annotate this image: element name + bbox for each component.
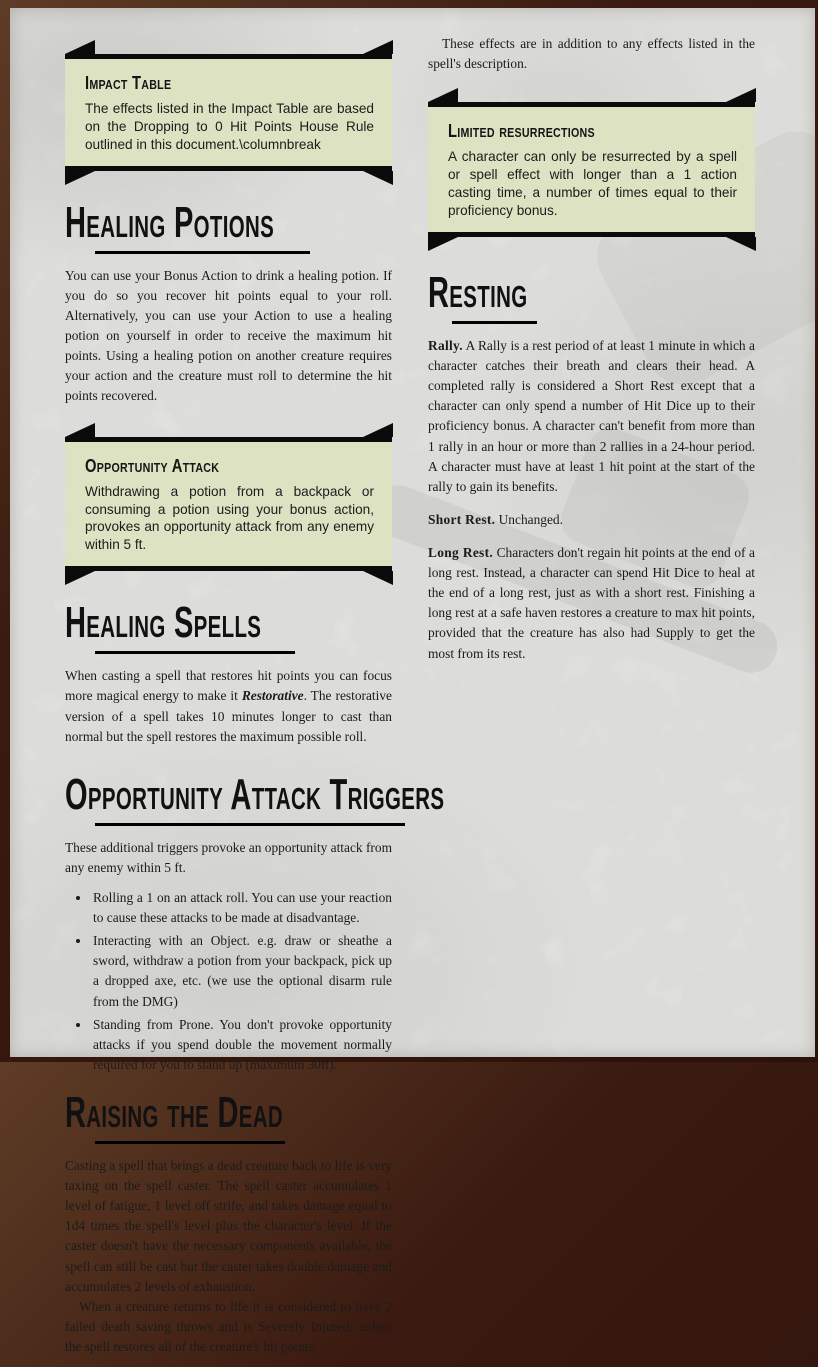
section-heading: Opportunity Attack Triggers xyxy=(65,773,281,817)
heading-underline xyxy=(95,251,310,254)
paragraph: These additional triggers provoke an opportunity attack from any enemy within 5 ft. xyxy=(65,838,392,878)
entry-label: Rally. xyxy=(428,338,463,353)
corner-triangle xyxy=(726,88,756,102)
entry-text: Unchanged. xyxy=(499,512,563,527)
corner-triangle xyxy=(363,171,393,185)
paragraph: You can use your Bonus Action to drink a healing potion. If you do so you recover hit points equal to your roll. Alternatively, you can use your Action to use a healing potion on yourself in order to receive the maximum hit points. Using a healing potion on another creature requires your action and the creature must roll to determine the hit points recovered. xyxy=(65,266,392,407)
entry-label: Short Rest. xyxy=(428,512,495,527)
entry-text: A Rally is a rest period of at least 1 minute in which a character catches their breath and clears their head. A completed rally is considered a Short Rest except that a character can only spend a number of Hit Dice up to their proficiency bonus. A character can't benefit from more than 1 rally in an hour or more than 2 rallies in a 24-hour period. A character must have at least 1 hit point at the start of the rally to gain its benefits. xyxy=(428,338,755,494)
list-item: • Rolling a 1 on an attack roll. You can use your reaction to cause these attacks to be made at disadvantage. xyxy=(91,888,392,928)
note-title: Opportunity Attack xyxy=(85,456,322,477)
corner-triangle xyxy=(428,237,458,251)
emphasized-term: Restorative xyxy=(242,688,304,703)
section-heading: Healing Potions xyxy=(65,201,281,245)
section-healing-spells xyxy=(65,601,392,746)
corner-triangle xyxy=(65,571,95,585)
paragraph: Casting a spell that brings a dead creature back to life is very taxing on the spell caster. The spell caster accumulates 1 level of fatigue, 1 level off strife, and takes damage equal to 1d4 times the spell's level plus the character's level. If the caster doesn't have the necessary components available, the spell can still be cast but the caster takes double damage and accumulates 2 levels of exhaustion. xyxy=(65,1156,392,1297)
corner-triangle xyxy=(726,237,756,251)
note-title: Impact Table xyxy=(85,73,322,94)
list-item: • Interacting with an Object. e.g. draw or sheathe a sword, withdraw a potion from your backpack, pick up a dropped axe, etc. (we use the optional disarm rule from the DMG) xyxy=(91,931,392,1011)
section-opportunity-attack-triggers xyxy=(65,773,392,1075)
section-raising-the-dead xyxy=(65,1091,392,1357)
section-resting xyxy=(428,271,755,664)
section-heading: Healing Spells xyxy=(65,601,281,645)
note-body: Withdrawing a potion from a backpack or consuming a potion using your bonus action, provokes an opportunity attack from any enemy within 5 ft. xyxy=(85,483,374,555)
section-healing-potions xyxy=(65,201,392,407)
rest-entry-rally xyxy=(428,336,755,497)
paragraph: When a creature returns to life it is considered to have 2 failed death saving throws and is Severely Injured, unless the spell restores all of the creature's hit points. xyxy=(65,1297,392,1357)
corner-triangle xyxy=(363,40,393,54)
entry-label: Long Rest. xyxy=(428,545,493,560)
section-heading: Resting xyxy=(428,271,644,315)
corner-triangle xyxy=(65,40,95,54)
corner-triangle xyxy=(363,423,393,437)
left-column xyxy=(65,30,392,1367)
corner-triangle xyxy=(65,423,95,437)
rest-entry-long-rest xyxy=(428,543,755,664)
entry-text: Characters don't regain hit points at the end of a long rest. Instead, a character can spend Hit Dice to heal at the end of a long rest, just as with a short rest. Finishing a long rest at a safe haven restores a creature to max hit points, provided that the creature has also had Supply to get the most from its rest. xyxy=(428,545,755,661)
note-box-limited-resurrections xyxy=(428,102,755,237)
note-box-impact-table xyxy=(65,54,392,171)
paragraph-text: When casting a spell that restores hit points you can focus more magical energy to make it xyxy=(65,668,392,703)
note-body: The effects listed in the Impact Table are based on the Dropping to 0 Hit Points House Rule outlined in this document.\columnbreak xyxy=(85,100,374,154)
document-page xyxy=(10,8,815,1057)
heading-underline xyxy=(95,1141,285,1144)
heading-underline xyxy=(95,823,405,826)
paragraph xyxy=(65,666,392,746)
heading-underline xyxy=(452,321,537,324)
corner-triangle xyxy=(428,88,458,102)
corner-triangle xyxy=(363,571,393,585)
corner-triangle xyxy=(65,171,95,185)
trigger-list xyxy=(91,888,392,1075)
heading-underline xyxy=(95,651,295,654)
right-column xyxy=(428,34,755,677)
note-body: A character can only be resurrected by a spell or spell effect with longer than a 1 action casting time, a number of times equal to their proficiency bonus. xyxy=(448,148,737,220)
note-title: Limited resurrections xyxy=(448,121,685,142)
list-item: • Standing from Prone. You don't provoke opportunity attacks if you spend double the movement normally required for you to stand up (maximum 30ft). xyxy=(91,1015,392,1075)
section-heading: Raising the Dead xyxy=(65,1091,281,1135)
paragraph-text: . The restorative version of a spell takes 10 minutes longer to cast than normal but the spell restores the maximum possible roll. xyxy=(65,688,392,743)
paragraph: These effects are in addition to any effects listed in the spell's description. xyxy=(428,34,755,74)
note-box-opportunity-attack xyxy=(65,437,392,572)
rest-entry-short-rest xyxy=(428,510,755,530)
